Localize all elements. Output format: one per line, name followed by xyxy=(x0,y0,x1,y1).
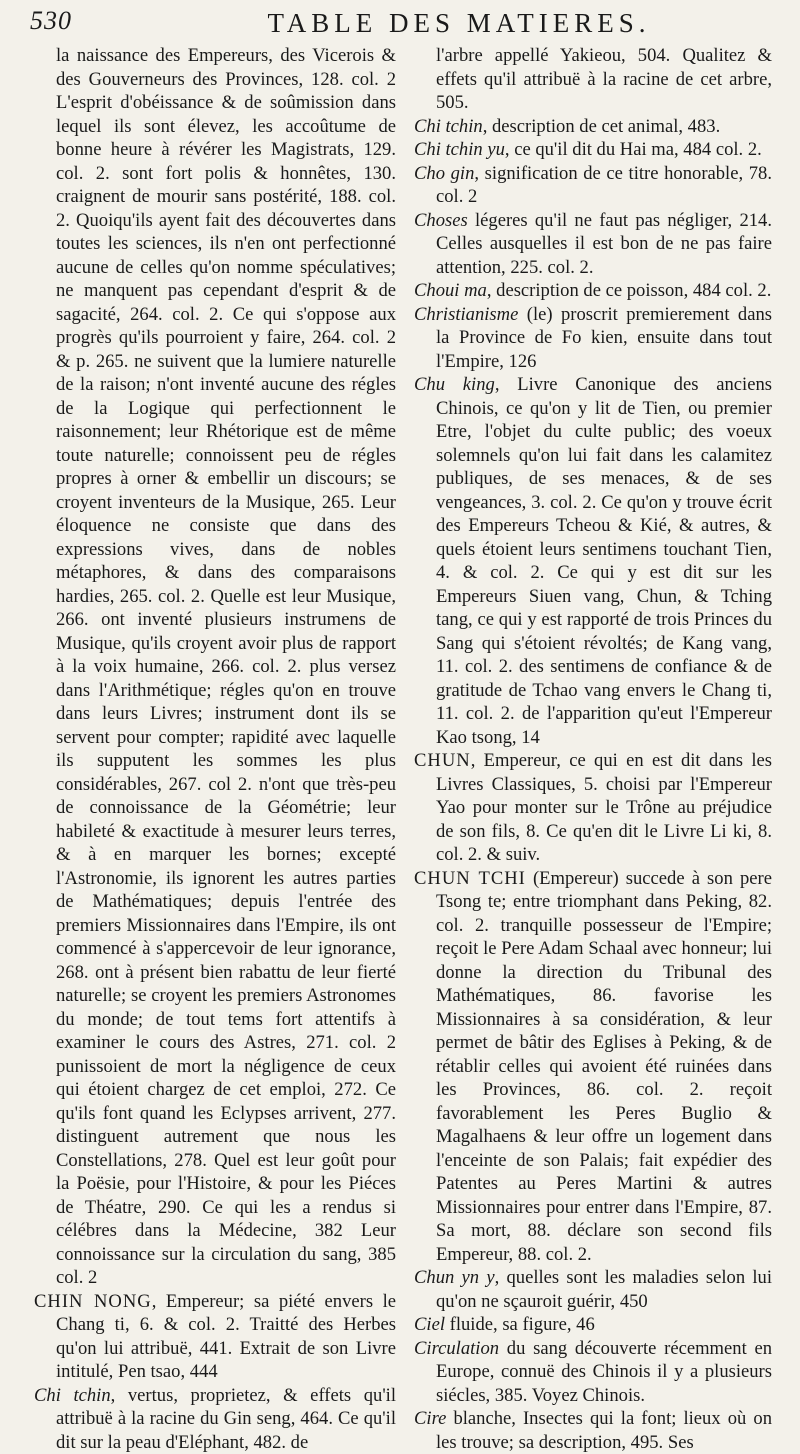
entry-text: (le) proscrit premierement dans la Province de Fo kien, ensuite dans tout l'Empire, 126 xyxy=(436,304,772,372)
entry-headword: Choui ma xyxy=(414,280,487,301)
entry-text: légeres qu'il ne faut pas négliger, 214. Celles ausquelles il est bon de ne pas faire attention, 225. col. 2. xyxy=(436,210,772,278)
entry-text: fluide, sa figure, 46 xyxy=(445,1314,595,1335)
entry-text: , quelles sont les maladies selon lui qu'on ne sçauroit guérir, 450 xyxy=(436,1267,772,1312)
entry-text: l'arbre appellé Yakieou, 504. Qualitez & effets qu'il attribuë à la racine de cet arbre, 505. xyxy=(436,45,772,113)
entry-text: , Empereur, ce qui en est dit dans les Livres Classiques, 5. choisi par l'Empereur Yao pour monter sur le Trône au préjudice de son fils, 8. Ce qu'en dit le Livre Li ki, 8. col. 2. & suiv. xyxy=(436,750,772,865)
entry-headword: CHUN xyxy=(414,750,471,771)
entry-text: , Empereur; sa piété envers le Chang ti, 6. & col. 2. Traitté des Herbes qu'on lui attribuë, 441. Extrait de son Livre intitulé, Pen tsao, 444 xyxy=(56,1291,396,1383)
index-entry xyxy=(414,749,772,867)
index-entry xyxy=(414,115,772,139)
entry-headword: Chi tchin xyxy=(34,1385,111,1406)
entry-text: , description de ce poisson, 484 col. 2. xyxy=(487,280,772,301)
index-entry xyxy=(414,279,772,303)
index-entry xyxy=(414,867,772,1267)
index-entry xyxy=(414,1313,772,1337)
entry-text: , vertus, proprietez, & effets qu'il attribuë à la racine du Gin seng, 464. Ce qu'il dit sur la peau d'Eléphant, 482. de xyxy=(56,1385,396,1453)
entry-headword: Cho gin xyxy=(414,163,474,184)
index-entry-continuation xyxy=(414,44,772,115)
index-entry xyxy=(414,1337,772,1408)
entry-headword: CHIN NONG xyxy=(34,1291,152,1312)
index-entry xyxy=(414,373,772,749)
entry-headword: Chu king xyxy=(414,374,495,395)
left-column xyxy=(34,44,396,1303)
entry-text: la naissance des Empereurs, des Vicerois & des Gouverneurs des Provinces, 128. col. 2 L'esprit d'obéissance & de soûmission dans lequel ils sont élevez, les accoûtume de bonne heure à révérer les Magistrats, 129. col. 2. sont fort polis & honnêtes, 130. craignent de mourir sans postérité, 188. col. 2. Quoiqu'ils ayent fait des découvertes dans toutes les sciences, ils n'en ont perfectionné aucune de celles qu'on nomme spéculatives; ne manquent pas cependant d'esprit & de sagacité, 264. col. 2. Ce qui s'oppose aux progrès qu'ils pourroient y faire, 264. col. 2 & p. 265. ne suivent que la lumiere naturelle de la raison; n'ont inventé aucune des régles de la Logique qui perfectionnent le raisonnement; leur Rhétorique est de même toute naturelle; connoissent peu de régles propres à orner & embellir un discours; se croyent inventeurs de la Musique, 265. Leur éloquence ne consiste que dans des expressions vives, dans de nobles métaphores, & dans des comparaisons hardies, 265. col. 2. Quelle est leur Musique, 266. ont inventé plusieurs instrumens de Musique, qu'ils croyent avoir plus de rapport à la voix humaine, 266. col. 2. plus versez dans l'Arithmétique; régles qu'on en trouve dans leurs Livres; instrument dont ils se servent pour compter; rapidité avec laquelle ils supputent les sommes les plus considérables, 267. col 2. n'ont que très-peu de connoissance de la Géométrie; leur habileté & exactitude à mesurer leurs terres, & à en marquer les bornes; excepté l'Astronomie, ils ignorent les autres parties de Mathématiques; depuis l'entrée des premiers Missionnaires dans l'Empire, ils ont commencé à s'appercevoir de leur ignorance, 268. ont à présent bien rabattu de leur fierté naturelle; se croyent les premiers Astronomes du monde; de tout tems fort attentifs à examiner le cours des Astres, 271. col. 2 punissoient de mort la négligence de ceux qui étoient chargez de cet emploi, 272. Ce qu'ils font quand les Eclypses arrivent, 277. distinguent autrement que nous les Constellations, 278. Quel est leur goût pour la Poësie, pour l'Histoire, & pour les Piéces de Théatre, 290. Ce qui les a rendus si célébres dans la Médecine, 382 Leur connoissance sur la circulation du sang, 385 col. 2 xyxy=(56,45,396,1288)
entry-headword: Cire xyxy=(414,1408,446,1429)
index-entry xyxy=(414,138,772,162)
page-number: 530 xyxy=(30,6,72,36)
entry-text: , description de cet animal, 483. xyxy=(483,116,721,137)
index-entry-continuation xyxy=(34,44,396,1290)
entry-headword: Choses xyxy=(414,210,468,231)
entry-headword: Chun yn y xyxy=(414,1267,495,1288)
entry-headword: CHUN TCHI xyxy=(414,868,526,889)
entry-headword: Chi tchin xyxy=(414,116,483,137)
entry-text: (Empereur) succede à son pere Tsong te; entre triomphant dans Peking, 82. col. 2. tranquille possesseur de l'Empire; reçoit le Pere Adam Schaal avec honneur; lui donne la direction du Tribunal des Mathématiques, 86. favorise les Missionnaires à sa considération, & leur permet de bâtir des Eglises à Peking, & de rétablir celles qui avoient été ruinées dans les Provinces, 86. col. 2. reçoit favorablement les Peres Buglio & Magalhaens & leur offre un logement dans l'enceinte de son Palais; fait expédier des Patentes au Peres Martini & autres Missionnaires pour entrer dans l'Empire, 87. Sa mort, 88. déclare son second fils Empereur, 88. col. 2. xyxy=(436,868,772,1265)
index-entry xyxy=(414,1266,772,1313)
entry-headword: Ciel xyxy=(414,1314,445,1335)
index-entry xyxy=(414,1407,772,1454)
entry-text: blanche, Insectes qui la font; lieux où on les trouve; sa description, 495. Ses xyxy=(436,1408,772,1453)
index-entry xyxy=(34,1290,396,1384)
running-title: TABLE DES MATIERES. xyxy=(138,8,780,39)
entry-headword: Chi tchin yu xyxy=(414,139,505,160)
index-entry xyxy=(414,303,772,374)
entry-text: , Livre Canonique des anciens Chinois, ce qu'on y lit de Tien, ou premier Etre, l'objet du culte public; des voeux solemnels qu'on lui fait dans les calamitez publiques, de ses menaces, & de ses vengeances, 3. col. 2. Ce qu'on y trouve écrit des Empereurs Tcheou & Kié, & autres, & quels étoient leurs sentimens touchant Tien, 4. & col. 2. Ce qui y est dit sur les Empereurs Siuen vang, Chun, & Tching tang, ce qui y est rapporté de trois Princes du Sang qui s'étoient révoltés; de Kang vang, 11. col. 2. des sentimens de confiance & de gratitude de Tchao vang envers le Chang ti, 11. col. 2. de l'apparition qu'eut l'Empereur Kao tsong, 14 xyxy=(436,374,772,748)
entry-headword: Circulation xyxy=(414,1338,499,1359)
index-entry xyxy=(34,1384,396,1454)
entry-text: du sang découverte récemment en Europe, connuë des Chinois il y a plusieurs siécles, 385. Voyez Chinois. xyxy=(436,1338,772,1406)
right-column xyxy=(414,44,772,1303)
entry-text: , signification de ce titre honorable, 78. col. 2 xyxy=(436,163,772,208)
index-entry xyxy=(414,162,772,209)
entry-headword: Christianisme xyxy=(414,304,518,325)
page-header xyxy=(28,4,780,44)
entry-text: , ce qu'il dit du Hai ma, 484 col. 2. xyxy=(505,139,762,160)
index-entry xyxy=(414,209,772,280)
